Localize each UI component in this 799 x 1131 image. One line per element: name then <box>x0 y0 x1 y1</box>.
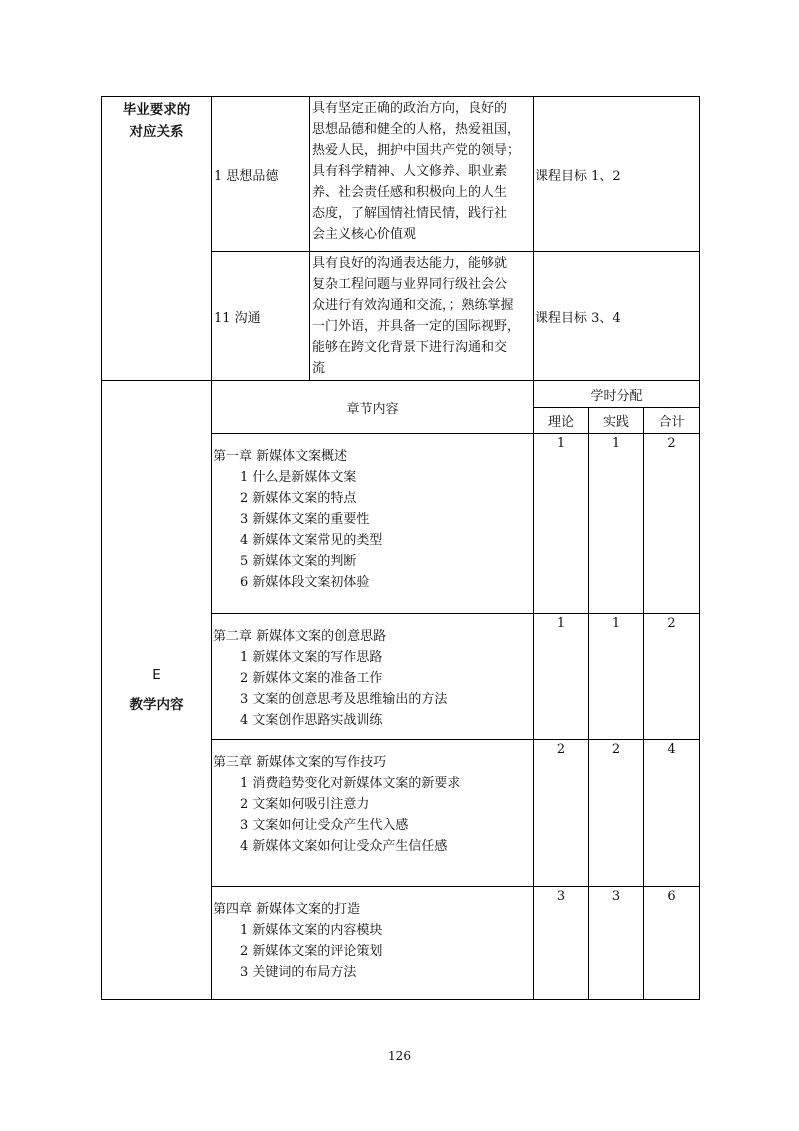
theory-hours: 2 <box>534 740 589 887</box>
theory-hours: 1 <box>534 434 589 614</box>
practice-hours: 1 <box>589 614 644 740</box>
chapter-section: 1 新媒体文案的写作思路 <box>240 650 383 665</box>
desc-line: 众进行有效沟通和交流，；熟练掌握 <box>312 298 514 313</box>
requirement-row <box>102 97 700 252</box>
chapter-header: 章节内容 <box>212 381 534 434</box>
col-theory-header: 理论 <box>534 408 589 434</box>
chapter-section: 4 文案创作思路实战训练 <box>240 713 383 728</box>
requirement-description <box>310 252 534 381</box>
content-label-letter: E <box>152 667 161 683</box>
chapter-content <box>212 434 534 614</box>
requirement-name: 1 思想品德 <box>212 97 310 252</box>
desc-line: 流 <box>312 361 326 376</box>
requirement-name: 11 沟通 <box>212 252 310 381</box>
requirements-header-line: 对应关系 <box>129 124 184 140</box>
requirement-goal: 课程目标 3、4 <box>534 252 700 381</box>
total-hours: 2 <box>644 434 700 614</box>
desc-line: 具有科学精神、人文修养、职业素 <box>312 164 508 179</box>
theory-hours: 3 <box>534 887 589 1000</box>
desc-line: 具有坚定正确的政治方向，良好的 <box>312 101 508 116</box>
chapter-section: 3 文案的创意思考及思维输出的方法 <box>240 692 448 707</box>
practice-hours: 2 <box>589 740 644 887</box>
chapter-section: 3 新媒体文案的重要性 <box>240 512 370 527</box>
chapter-content <box>212 614 534 740</box>
chapter-section: 6 新媒体段文案初体验 <box>240 575 370 590</box>
chapter-section: 2 新媒体文案的特点 <box>240 491 357 506</box>
desc-line: 一门外语，并具备一定的国际视野， <box>312 319 521 334</box>
desc-line: 热爱人民，拥护中国共产党的领导； <box>312 143 521 158</box>
practice-hours: 1 <box>589 434 644 614</box>
requirements-header-line: 毕业要求的 <box>122 102 191 118</box>
chapter-section: 4 新媒体文案常见的类型 <box>240 533 383 548</box>
content-label-cell <box>102 381 212 1000</box>
chapter-section: 2 新媒体文案的准备工作 <box>240 671 383 686</box>
desc-line: 思想品德和健全的人格，热爱祖国， <box>312 122 521 137</box>
chapter-section: 4 新媒体文案如何让受众产生信任感 <box>240 839 448 854</box>
hours-header: 学时分配 <box>534 381 700 408</box>
requirement-goal: 课程目标 1、2 <box>534 97 700 252</box>
desc-line: 具有良好的沟通表达能力，能够就 <box>312 256 508 271</box>
content-label-text: 教学内容 <box>129 697 184 713</box>
theory-hours: 1 <box>534 614 589 740</box>
total-hours: 4 <box>644 740 700 887</box>
desc-line: 会主义核心价值观 <box>312 227 417 242</box>
chapter-section: 2 新媒体文案的评论策划 <box>240 944 383 959</box>
content-header-row <box>102 381 700 408</box>
practice-hours: 3 <box>589 887 644 1000</box>
chapter-section: 3 文案如何让受众产生代入感 <box>240 818 409 833</box>
chapter-title: 第一章 新媒体文案概述 <box>213 449 348 464</box>
desc-line: 能够在跨文化背景下进行沟通和交 <box>312 340 508 355</box>
chapter-title: 第三章 新媒体文案的写作技巧 <box>213 755 387 770</box>
desc-line: 复杂工程问题与业界同行级社会公 <box>312 277 508 292</box>
desc-line: 态度，了解国情社情民情，践行社 <box>312 206 508 221</box>
page-number: 126 <box>388 1049 411 1063</box>
col-practice-header: 实践 <box>589 408 644 434</box>
requirements-header-cell <box>102 97 212 381</box>
col-total-header: 合计 <box>644 408 700 434</box>
chapter-title: 第二章 新媒体文案的创意思路 <box>213 629 387 644</box>
chapter-section: 2 文案如何吸引注意力 <box>240 797 370 812</box>
chapter-section: 1 什么是新媒体文案 <box>240 470 357 485</box>
chapter-section: 1 消费趋势变化对新媒体文案的新要求 <box>240 776 461 791</box>
chapter-section: 3 关键词的布局方法 <box>240 965 357 980</box>
desc-line: 养、社会责任感和积极向上的人生 <box>312 185 508 200</box>
chapter-section: 5 新媒体文案的判断 <box>240 554 357 569</box>
course-table <box>101 96 700 1000</box>
requirement-description <box>310 97 534 252</box>
chapter-title: 第四章 新媒体文案的打造 <box>213 902 361 917</box>
total-hours: 2 <box>644 614 700 740</box>
total-hours: 6 <box>644 887 700 1000</box>
chapter-content <box>212 740 534 887</box>
chapter-section: 1 新媒体文案的内容模块 <box>240 923 383 938</box>
chapter-content <box>212 887 534 1000</box>
